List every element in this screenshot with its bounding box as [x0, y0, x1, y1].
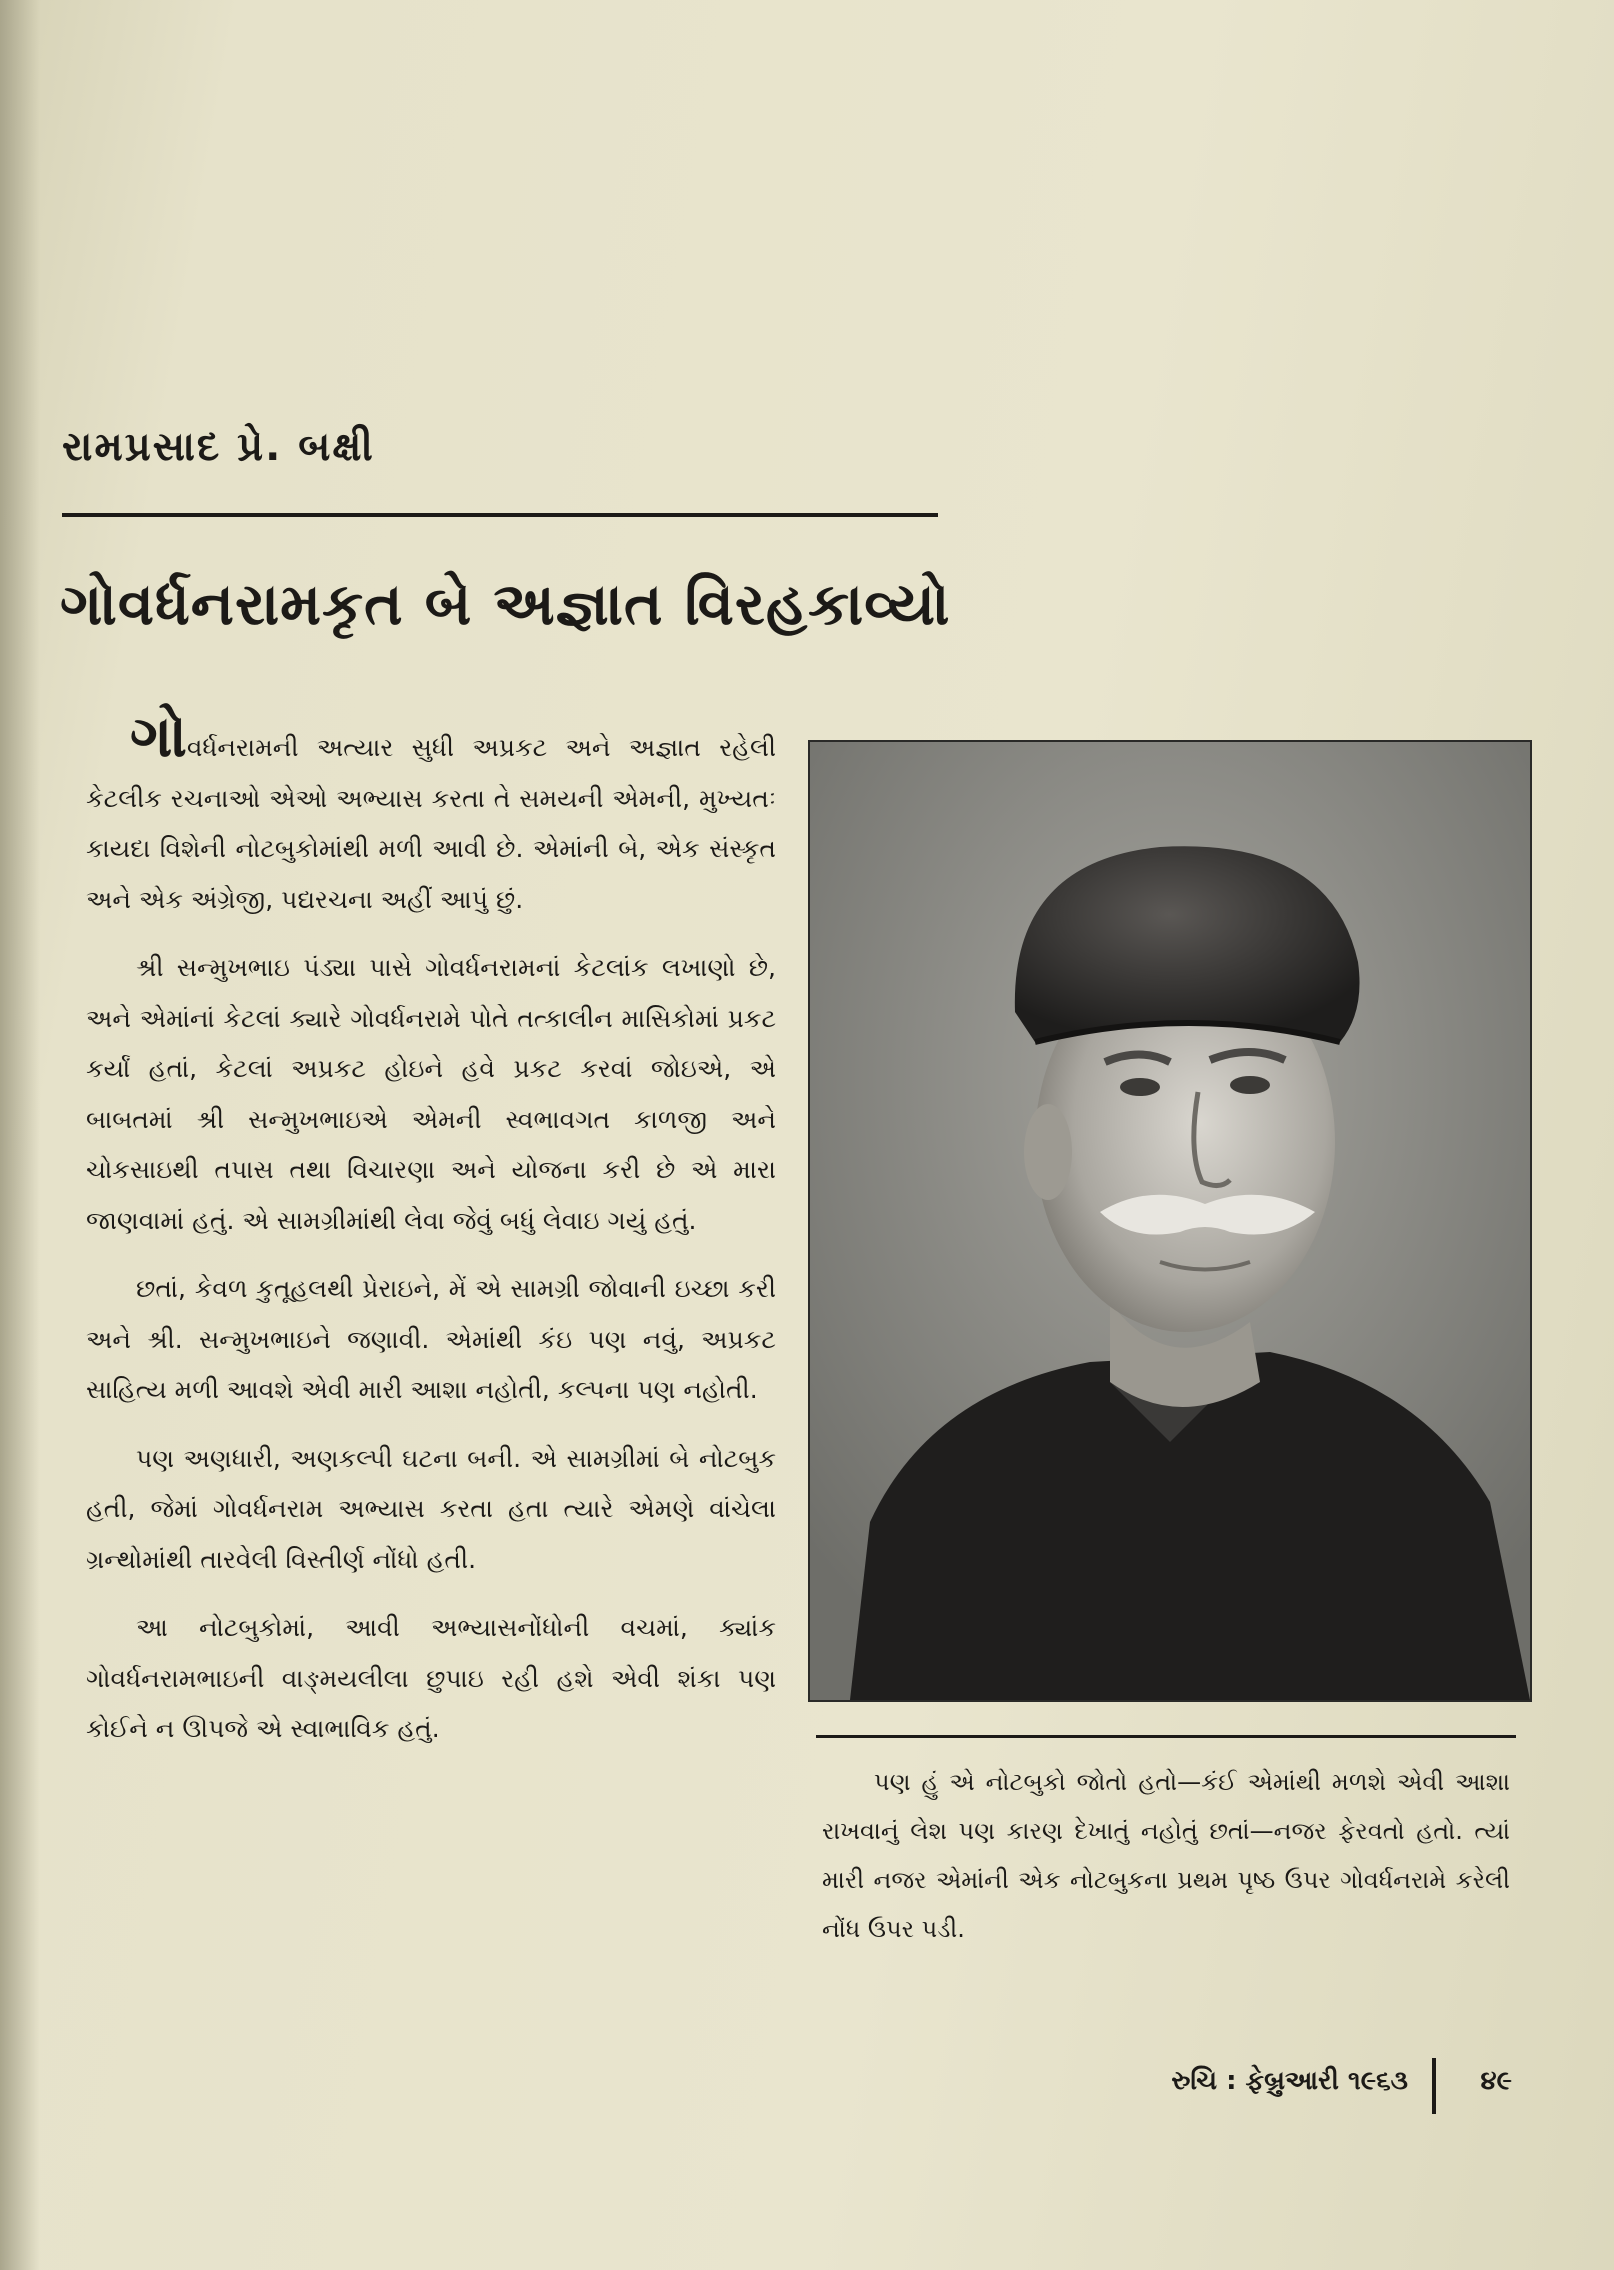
drop-cap: ગો	[130, 702, 187, 770]
body-paragraph: પણ અણધારી, અણકલ્પી ઘટના બની. એ સામગ્રીમાં બે નોટબુક હતી, જેમાં ગોવર્ધનરામ અભ્યાસ કરતા હતા ત્યારે એમણે વાંચેલા ગ્રન્થોમાંથી તારવેલી વિસ્તીર્ણ નોંધો હતી.	[86, 1443, 776, 1574]
footer-separator	[1432, 2058, 1436, 2114]
journal-issue: રુચિ : ફેબ્રુઆરી ૧૯૬૩	[1171, 2066, 1408, 2096]
article-title: ગોવર્ધનરામકૃત બે અજ્ઞાત વિરહકાવ્યો	[60, 570, 951, 638]
caption-rule	[816, 1735, 1516, 1738]
page-footer	[1000, 2058, 1520, 2114]
page-gutter-shadow	[0, 0, 40, 2270]
portrait-photo	[808, 740, 1532, 1702]
body-paragraph	[86, 702, 776, 925]
body-paragraph: શ્રી સન્મુખભાઇ પંડ્યા પાસે ગોવર્ધનરામનાં કેટલાંક લખાણો છે, અને એમાંનાં કેટલાં ક્યારે ગોવર્ધનરામે પોતે તત્કાલીન માસિકોમાં પ્રકટ કર્યાં હતાં, કેટલાં અપ્રકટ હોઇને હવે પ્રકટ કરવાં જોઇએ, એ બાબતમાં શ્રી સન્મુખભાઇએ એમની સ્વભાવગત કાળજી અને ચોકસાઇથી તપાસ તથા વિચારણા અને યોજના કરી છે એ મારા જાણવામાં હતું. એ સામગ્રીમાંથી લેવા જેવું બધું લેવાઇ ગયું હતું.	[86, 953, 776, 1235]
page-number: ૪૯	[1480, 2066, 1512, 2096]
title-rule	[62, 513, 938, 517]
portrait-illustration	[810, 742, 1530, 1700]
article-body	[86, 702, 776, 1773]
author-name: રામપ્રસાદ પ્રે. બક્ષી	[62, 424, 375, 470]
body-paragraph: આ નોટબુકોમાં, આવી અભ્યાસનોંધોની વચમાં, ક્યાંક ગોવર્ધનરામભાઇની વાઙ્‌મયલીલા છુપાઇ રહી હશે એવી શંકા પણ કોઈને ન ઊપજે એ સ્વાભાવિક હતું.	[86, 1613, 776, 1743]
paragraph-text: વર્ધનરામની અત્યાર સુધી અપ્રકટ અને અજ્ઞાત રહેલી કેટલીક રચનાઓ એઓ અભ્યાસ કરતા તે સમયની એમની, મુખ્યતઃ કાયદા વિશેની નોટબુકોમાંથી મળી આવી છે. એમાંની બે, એક સંસ્કૃત અને એક અંગ્રેજી, પદ્યરચના અહીં આપું છું.	[86, 733, 776, 914]
caption-text: પણ હું એ નોટબુકો જોતો હતો—કંઈ એમાંથી મળશે એવી આશા રાખવાનું લેશ પણ કારણ દેખાતું નહોતું છતાં—નજર ફેરવતો હતો. ત્યાં મારી નજર એમાંની એક નોટબુકના પ્રથમ પૃષ્ઠ ઉપર ગોવર્ધનરામે કરેલી નોંધ ઉપર પડી.	[822, 1768, 1510, 1943]
body-paragraph: છતાં, કેવળ કુતૂહલથી પ્રેરાઇને, મેં એ સામગ્રી જોવાની ઇચ્છા કરી અને શ્રી. સન્મુખભાઇને જણાવી. એમાંથી કંઇ પણ નવું, અપ્રકટ સાહિત્ય મળી આવશે એવી મારી આશા નહોતી, કલ્પના પણ નહોતી.	[86, 1274, 776, 1404]
